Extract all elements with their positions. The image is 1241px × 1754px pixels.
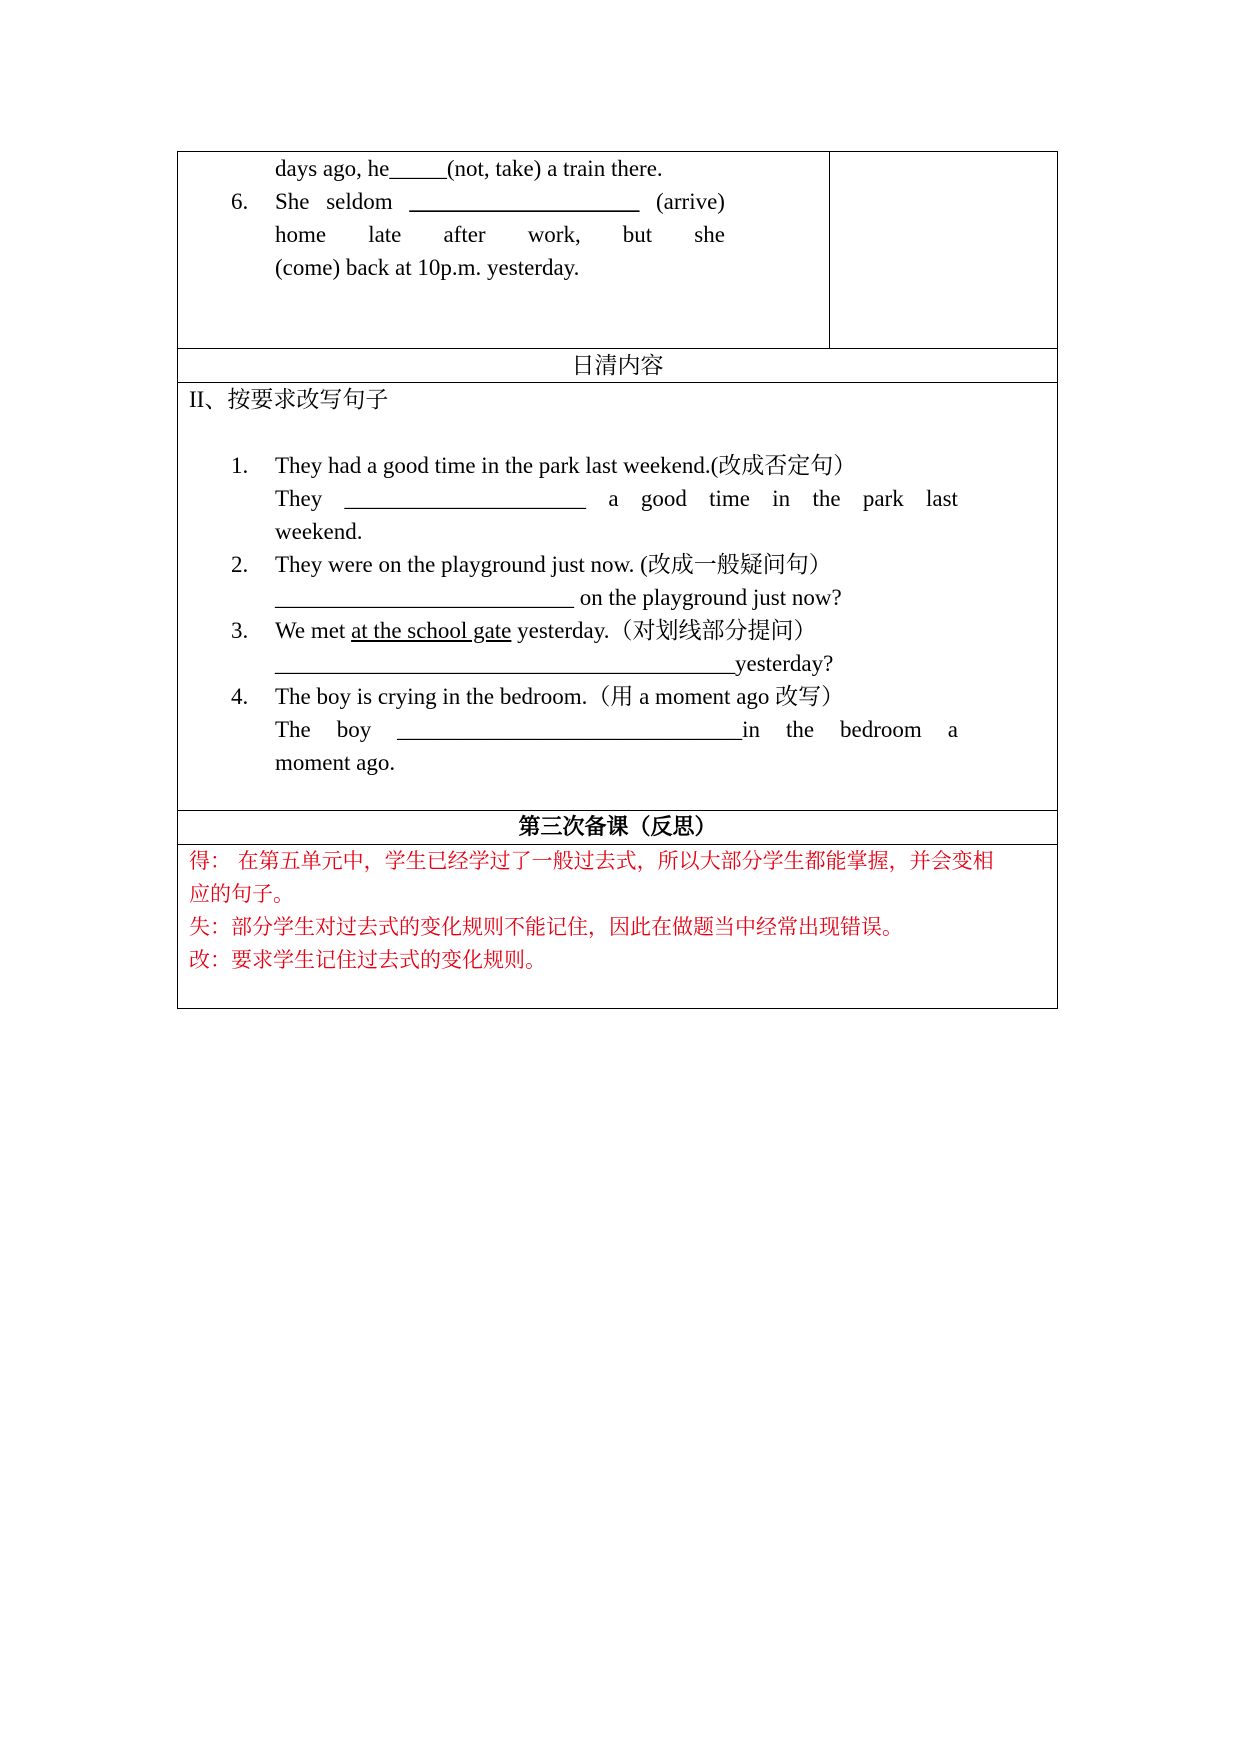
empty-side-cell [830,152,1058,349]
q4-answer-line [275,713,958,746]
word: They [275,486,323,511]
q3-number: 3. [231,618,249,643]
exercise-cell [178,152,830,349]
word: late [368,222,402,247]
word: but [622,222,653,247]
word: bedroom [840,717,922,742]
q3-underlined-phrase: at the school gate [351,618,512,643]
q3-answer-line: ________________________________________yesterday? [275,651,834,676]
q1-number: 1. [231,453,249,478]
word: seldom [326,189,393,214]
word: after [443,222,486,247]
rewrite-section [178,383,1058,811]
word: a [947,717,958,742]
item-6-number: 6. [231,189,249,214]
section-title: II、按要求改写句子 [189,387,389,412]
q4-text: The boy is crying in the bedroom.（用 a moment ago 改写） [275,684,845,709]
item-6-line-2 [275,218,725,251]
word: The [275,717,311,742]
word: she [694,222,725,247]
lesson-table [177,151,1058,1009]
answer-blank: ______________________________in [397,717,761,742]
q4-line-3: moment ago. [275,750,396,775]
word: the [812,486,841,511]
q4-number: 4. [231,684,249,709]
word: last [926,486,958,511]
reflection-section [178,845,1058,1009]
reflection-gain-line-1: 得： 在第五单元中，学生已经学过了一般过去式，所以大部分学生都能掌握，并会变相 [189,849,994,873]
reflection-header: 第三次备课（反思） [178,811,1058,845]
word: a [608,486,619,511]
q2-text: They were on the playground just now. (改成一般疑问句） [275,552,832,577]
word: work, [527,222,581,247]
word: time [709,486,750,511]
answer-blank: ____________________ [409,189,640,214]
q3-text-pre: We met [275,618,352,643]
reflection-gain-line-2: 应的句子。 [189,882,294,906]
line-days-ago: days ago, he_____(not, take) a train there. [275,156,663,181]
word: the [785,717,815,742]
word: (arrive) [656,189,725,214]
q1-text: They had a good time in the park last weekend.(改成否定句） [275,453,857,478]
word: She [275,189,310,214]
answer-blank: _____________________ [344,486,587,511]
word: boy [336,717,372,742]
word: home [275,222,327,247]
q1-line-3: weekend. [275,519,363,544]
word: good [640,486,687,511]
item-6-line-1 [275,185,725,218]
item-6-line-3: (come) back at 10p.m. yesterday. [275,255,580,280]
q2-number: 2. [231,552,249,577]
q2-answer-line: __________________________ on the playground just now? [275,585,842,610]
reflection-improve: 改：要求学生记住过去式的变化规则。 [189,948,546,972]
daily-content-header: 日清内容 [178,349,1058,383]
q3-text-post: yesterday.（对划线部分提问） [511,618,817,643]
q3-text [275,614,817,647]
word: park [862,486,904,511]
word: in [772,486,791,511]
q1-answer-line [275,482,958,515]
reflection-loss: 失：部分学生对过去式的变化规则不能记住，因此在做题当中经常出现错误。 [189,915,903,939]
